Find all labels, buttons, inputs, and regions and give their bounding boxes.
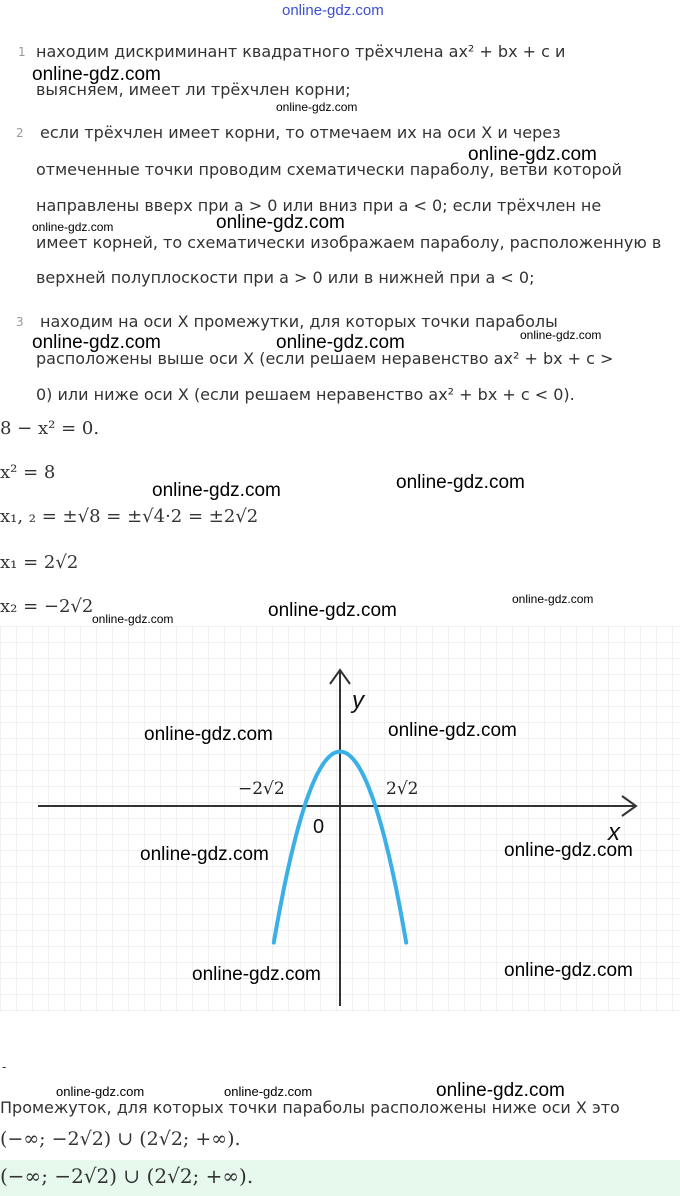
step-2-number: 2 bbox=[16, 126, 24, 140]
watermark: online-gdz.com bbox=[216, 212, 345, 233]
graph-svg bbox=[0, 626, 680, 1012]
watermark: online-gdz.com bbox=[140, 844, 269, 865]
watermark: online-gdz.com bbox=[436, 1080, 565, 1101]
watermark: online-gdz.com bbox=[92, 612, 174, 626]
equation-1: 8 − x² = 0. bbox=[0, 418, 100, 439]
step-1-number: 1 bbox=[18, 45, 26, 59]
step-2-line-4: имеет корней, то схематически изображаем параболу, расположенную в bbox=[36, 233, 662, 252]
watermark: online-gdz.com bbox=[268, 600, 397, 621]
watermark: online-gdz.com bbox=[276, 332, 405, 353]
equation-5: x₂ = −2√2 bbox=[0, 596, 94, 617]
answer-box bbox=[0, 1160, 680, 1196]
separator-dash: - bbox=[2, 1060, 7, 1074]
step-3-line-3: 0) или ниже оси X (если решаем неравенство ax² + bx + c < 0). bbox=[36, 385, 575, 404]
equation-4: x₁ = 2√2 bbox=[0, 552, 79, 573]
watermark: online-gdz.com bbox=[32, 64, 161, 85]
watermark: online-gdz.com bbox=[32, 220, 114, 234]
watermark: online-gdz.com bbox=[56, 1084, 145, 1099]
step-3-line-2: расположены выше оси X (если решаем неравенство ax² + bx + c > bbox=[36, 349, 614, 368]
watermark: online-gdz.com bbox=[468, 144, 597, 165]
watermark: online-gdz.com bbox=[32, 332, 161, 353]
step-3-number: 3 bbox=[16, 315, 24, 329]
origin-label: 0 bbox=[313, 816, 325, 838]
watermark: online-gdz.com bbox=[512, 592, 594, 606]
equation-3: x₁, ₂ = ±√8 = ±√4·2 = ±2√2 bbox=[0, 506, 259, 527]
equation-2: x² = 8 bbox=[0, 462, 56, 483]
left-root-label: −2√2 bbox=[238, 779, 285, 799]
step-3-line-1: находим на оси X промежутки, для которых точки параболы bbox=[40, 312, 558, 331]
step-2-line-3: направлены вверх при a > 0 или вниз при a < 0; если трёхчлен не bbox=[36, 196, 602, 215]
step-2-line-2: отмеченные точки проводим схематически параболу, ветви которой bbox=[36, 160, 622, 179]
result-interval: (−∞; −2√2) ∪ (2√2; +∞). bbox=[0, 1128, 241, 1150]
watermark: online-gdz.com bbox=[520, 328, 602, 342]
watermark: online-gdz.com bbox=[396, 472, 525, 493]
watermark: online-gdz.com bbox=[224, 1084, 313, 1099]
result-text: Промежуток, для которых точки параболы расположены ниже оси X это bbox=[0, 1098, 620, 1117]
watermark: online-gdz.com bbox=[276, 100, 358, 114]
watermark: online-gdz.com bbox=[144, 724, 273, 745]
right-root-label: 2√2 bbox=[386, 779, 419, 799]
watermark: online-gdz.com bbox=[152, 480, 281, 501]
step-1-line-1: находим дискриминант квадратного трёхчлена ax² + bx + c и bbox=[36, 42, 566, 61]
x-axis-label: x bbox=[608, 819, 620, 846]
step-2-line-1: если трёхчлен имеет корни, то отмечаем их на оси X и через bbox=[40, 123, 561, 142]
parabola-graph bbox=[0, 626, 680, 1012]
watermark: online-gdz.com bbox=[388, 720, 517, 741]
watermark: online-gdz.com bbox=[504, 960, 633, 981]
y-axis-label: y bbox=[352, 687, 364, 714]
step-2-line-5: верхней полуплоскости при a > 0 или в нижней при a < 0; bbox=[36, 268, 535, 287]
answer-interval: (−∞; −2√2) ∪ (2√2; +∞). bbox=[0, 1164, 254, 1188]
top-watermark: online-gdz.com bbox=[282, 2, 384, 19]
watermark: online-gdz.com bbox=[504, 840, 633, 861]
watermark: online-gdz.com bbox=[192, 964, 321, 985]
step-1-line-2: выясняем, имеет ли трёхчлен корни; bbox=[36, 80, 351, 99]
